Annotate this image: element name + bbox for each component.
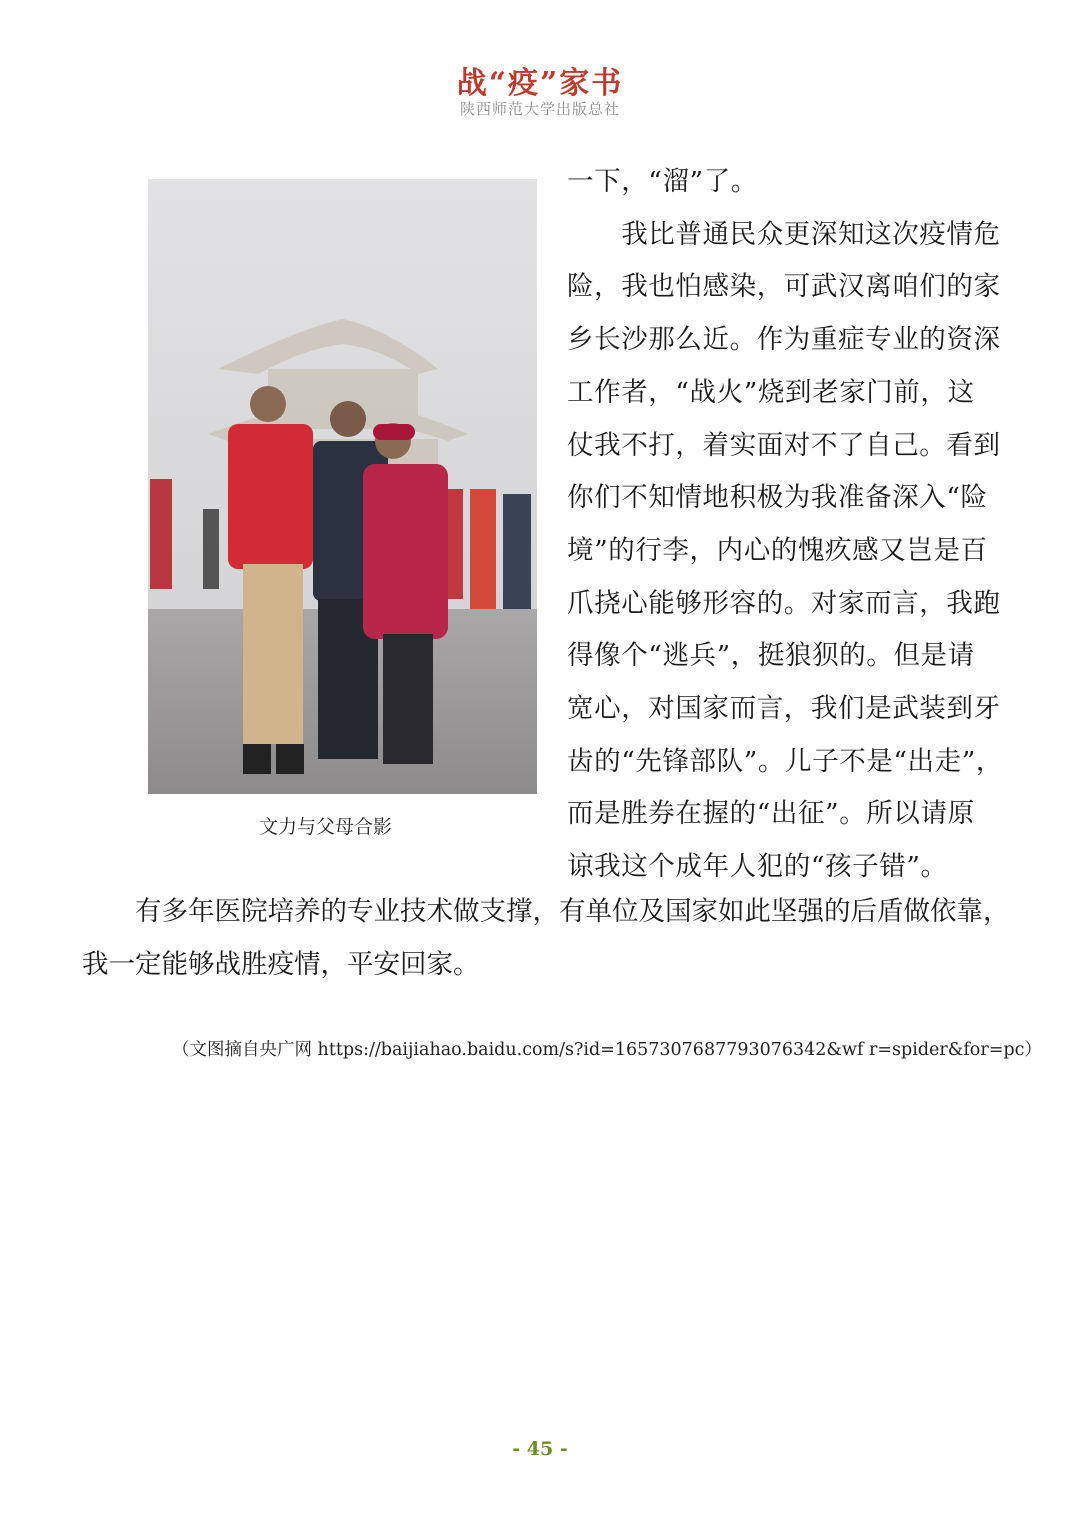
- document-title: 战“疫”家书: [456, 66, 624, 101]
- text-line: 境”的行李，内心的愧疚感又岂是百: [567, 534, 988, 566]
- text-line: 我比普通民众更深知这次疫情危: [567, 218, 1001, 250]
- text-line: 谅我这个成年人犯的“孩子错”。: [567, 851, 948, 883]
- text-line: 仗我不打，着实面对不了自己。看到: [567, 429, 1001, 461]
- page-number: - 45 -: [512, 1438, 568, 1460]
- text-line: 我一定能够战胜疫情，平安回家。: [82, 948, 480, 980]
- text-line: 有多年医院培养的专业技术做支撑，有单位及国家如此坚强的后盾做依靠，: [82, 896, 1010, 927]
- text-line: 一下，“溜”了。: [567, 166, 758, 197]
- text-line: 宽心，对国家而言，我们是武装到牙: [567, 693, 1001, 725]
- text-line: 得像个“逃兵”，挺狼狈的。但是请: [567, 640, 975, 672]
- photo-caption: 文力与父母合影: [258, 816, 392, 838]
- source-citation: （文图摘自央广网 https://baijiahao.baidu.com/s?id=1657307687793076342&wf r=spider&for=pc）: [172, 1040, 1042, 1060]
- text-line: 爪挠心能够形容的。对家而言，我跑: [567, 587, 1001, 619]
- text-line: 而是胜券在握的“出征”。所以请原: [567, 798, 975, 830]
- text-line: 你们不知情地积极为我准备深入“险: [567, 482, 988, 514]
- text-line: 工作者，“战火”烧到老家门前，这: [567, 376, 975, 408]
- text-line: 齿的“先锋部队”。儿子不是“出走”，: [567, 745, 1003, 777]
- letter-column-text: [567, 156, 1007, 894]
- text-line: 乡长沙那么近。作为重症专业的资深: [567, 324, 1001, 356]
- letter-closing-paragraph: [82, 886, 1012, 991]
- family-photo: [148, 179, 537, 794]
- publisher-subtitle: 陕西师范大学出版总社: [459, 100, 620, 118]
- text-line: 险，我也怕感染，可武汉离咱们的家: [567, 271, 1001, 303]
